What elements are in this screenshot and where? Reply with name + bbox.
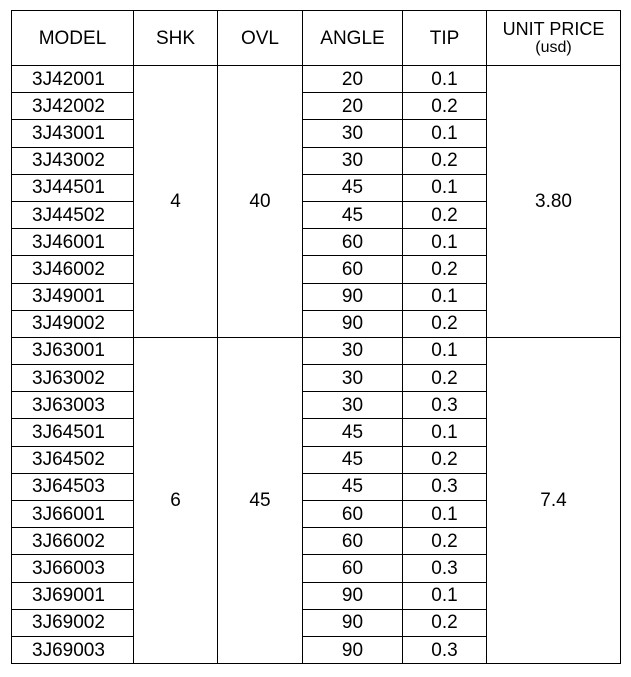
model-cell: 3J66001	[12, 501, 134, 528]
angle-cell: 30	[303, 392, 403, 419]
header-row	[12, 11, 621, 66]
model-cell: 3J69001	[12, 582, 134, 609]
tip-cell: 0.3	[403, 392, 487, 419]
tip-cell: 0.3	[403, 473, 487, 500]
ovl-cell: 45	[218, 337, 303, 663]
tip-cell: 0.1	[403, 582, 487, 609]
angle-cell: 45	[303, 201, 403, 228]
model-cell: 3J66002	[12, 528, 134, 555]
angle-cell: 45	[303, 473, 403, 500]
shk-cell: 4	[134, 66, 218, 338]
angle-cell: 30	[303, 120, 403, 147]
model-cell: 3J69002	[12, 609, 134, 636]
price-table	[11, 10, 621, 664]
model-cell: 3J64501	[12, 419, 134, 446]
header-tip: TIP	[403, 11, 487, 66]
angle-cell: 30	[303, 147, 403, 174]
tip-cell: 0.1	[403, 174, 487, 201]
tip-cell: 0.2	[403, 365, 487, 392]
angle-cell: 90	[303, 609, 403, 636]
model-cell: 3J63001	[12, 337, 134, 364]
tip-cell: 0.1	[403, 66, 487, 93]
angle-cell: 90	[303, 283, 403, 310]
header-shk: SHK	[134, 11, 218, 66]
header-ovl: OVL	[218, 11, 303, 66]
tip-cell: 0.2	[403, 147, 487, 174]
model-cell: 3J43001	[12, 120, 134, 147]
angle-cell: 60	[303, 555, 403, 582]
tip-cell: 0.1	[403, 337, 487, 364]
header-unit-price-currency: (usd)	[535, 39, 572, 56]
unit-price-cell: 7.4	[487, 337, 621, 663]
angle-cell: 30	[303, 337, 403, 364]
table-row	[12, 66, 621, 93]
angle-cell: 60	[303, 229, 403, 256]
model-cell: 3J42001	[12, 66, 134, 93]
tip-cell: 0.1	[403, 501, 487, 528]
table-row	[12, 337, 621, 364]
angle-cell: 90	[303, 582, 403, 609]
angle-cell: 45	[303, 174, 403, 201]
angle-cell: 30	[303, 365, 403, 392]
angle-cell: 20	[303, 66, 403, 93]
header-model: MODEL	[12, 11, 134, 66]
angle-cell: 60	[303, 528, 403, 555]
tip-cell: 0.2	[403, 93, 487, 120]
tip-cell: 0.3	[403, 636, 487, 663]
model-cell: 3J64503	[12, 473, 134, 500]
angle-cell: 20	[303, 93, 403, 120]
tip-cell: 0.3	[403, 555, 487, 582]
model-cell: 3J63002	[12, 365, 134, 392]
angle-cell: 90	[303, 310, 403, 337]
header-unit-price	[487, 11, 621, 66]
model-cell: 3J49002	[12, 310, 134, 337]
angle-cell: 60	[303, 256, 403, 283]
angle-cell: 45	[303, 446, 403, 473]
model-cell: 3J64502	[12, 446, 134, 473]
angle-cell: 45	[303, 419, 403, 446]
unit-price-cell: 3.80	[487, 66, 621, 338]
tip-cell: 0.2	[403, 446, 487, 473]
model-cell: 3J44502	[12, 201, 134, 228]
header-angle: ANGLE	[303, 11, 403, 66]
angle-cell: 90	[303, 636, 403, 663]
model-cell: 3J49001	[12, 283, 134, 310]
model-cell: 3J63003	[12, 392, 134, 419]
model-cell: 3J46001	[12, 229, 134, 256]
tip-cell: 0.1	[403, 229, 487, 256]
model-cell: 3J43002	[12, 147, 134, 174]
tip-cell: 0.1	[403, 120, 487, 147]
tip-cell: 0.2	[403, 310, 487, 337]
table-body	[12, 66, 621, 664]
model-cell: 3J66003	[12, 555, 134, 582]
model-cell: 3J69003	[12, 636, 134, 663]
tip-cell: 0.2	[403, 256, 487, 283]
model-cell: 3J44501	[12, 174, 134, 201]
ovl-cell: 40	[218, 66, 303, 338]
tip-cell: 0.1	[403, 419, 487, 446]
model-cell: 3J42002	[12, 93, 134, 120]
angle-cell: 60	[303, 501, 403, 528]
shk-cell: 6	[134, 337, 218, 663]
model-cell: 3J46002	[12, 256, 134, 283]
header-unit-price-label: UNIT PRICE	[502, 19, 605, 39]
tip-cell: 0.1	[403, 283, 487, 310]
tip-cell: 0.2	[403, 528, 487, 555]
tip-cell: 0.2	[403, 609, 487, 636]
tip-cell: 0.2	[403, 201, 487, 228]
